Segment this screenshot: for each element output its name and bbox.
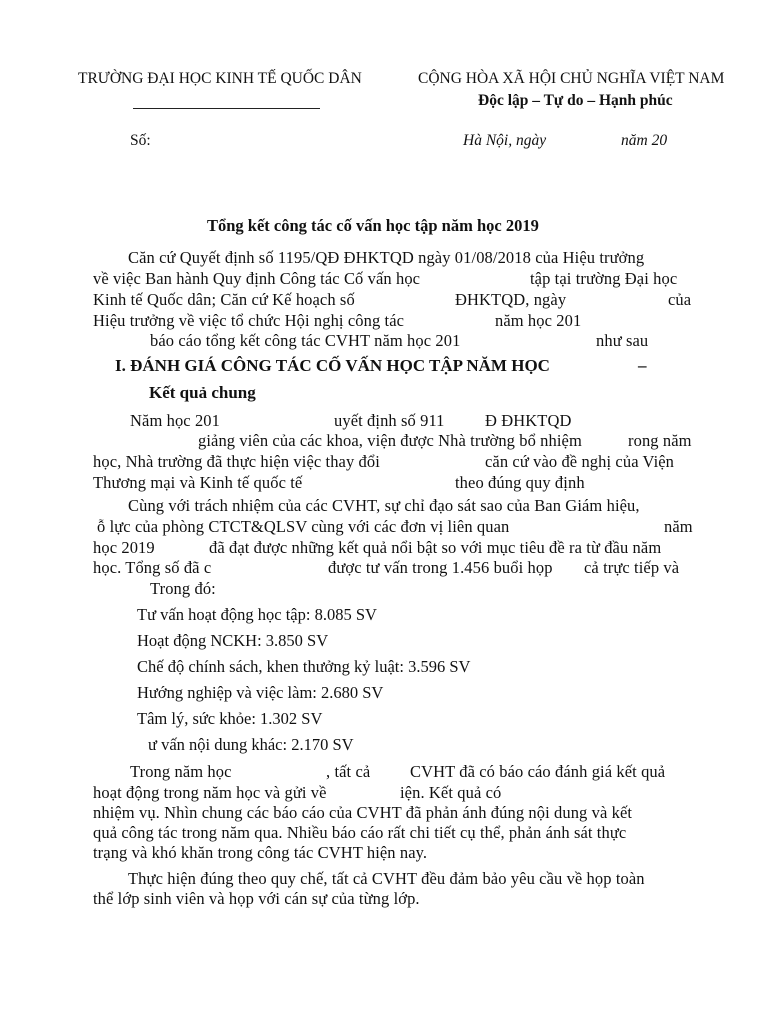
para3-line-4a: học. Tổng số đã c xyxy=(93,558,212,577)
list-item: Tư vấn hoạt động học tập: 8.085 SV xyxy=(137,605,377,624)
intro-line-2a: về việc Ban hành Quy định Công tác Cố vấn học xyxy=(93,269,421,288)
para5-line-2: thể lớp sinh viên và họp với cán sự của từng lớp. xyxy=(93,889,420,908)
para3-line-3b: đã đạt được những kết quả nổi bật so với mục tiêu đề ra từ đầu năm xyxy=(209,538,662,557)
para2-line-4a: Thương mại và Kinh tế quốc tế xyxy=(93,473,303,492)
para4-line-1c: CVHT đã có báo cáo đánh giá kết quả xyxy=(410,762,666,781)
para2-line-3b: căn cứ vào đề nghị của Viện xyxy=(485,452,675,471)
para2-line-1c: Đ ĐHKTQD xyxy=(485,411,572,430)
para4-line-2a: hoạt động trong năm học và gửi về xyxy=(93,783,327,802)
para2-line-2b: rong năm xyxy=(628,431,692,450)
list-item: Hoạt động NCKH: 3.850 SV xyxy=(137,631,329,650)
para3-line-2b: năm xyxy=(664,517,693,536)
intro-line-1: Căn cứ Quyết định số 1195/QĐ ĐHKTQD ngày 01/08/2018 của Hiệu trưởng xyxy=(128,248,645,267)
para4-line-3: nhiệm vụ. Nhìn chung các báo cáo của CVHT đã phản ánh đúng nội dung và kết xyxy=(93,803,633,822)
header-underline xyxy=(133,108,320,109)
intro-line-5b: như sau xyxy=(596,331,649,350)
motto: Độc lập – Tự do – Hạnh phúc xyxy=(478,92,673,109)
university-name: TRƯỜNG ĐẠI HỌC KINH TẾ QUỐC DÂN xyxy=(78,70,362,87)
list-item: Chế độ chính sách, khen thưởng kỷ luật: 3.596 SV xyxy=(137,657,471,676)
para3-line-3a: học 2019 xyxy=(93,538,155,557)
para4-line-2b: iện. Kết quả có xyxy=(400,783,502,802)
intro-line-5a: báo cáo tổng kết công tác CVHT năm học 201 xyxy=(150,331,461,350)
para4-line-5: trạng và khó khăn trong công tác CVHT hiện nay. xyxy=(93,843,428,862)
list-item: Hướng nghiệp và việc làm: 2.680 SV xyxy=(137,683,384,702)
intro-line-3a: Kinh tế Quốc dân; Căn cứ Kế hoạch số xyxy=(93,290,355,309)
para2-line-1a: Năm học 201 xyxy=(130,411,220,430)
section-heading-dash: – xyxy=(638,356,647,375)
intro-line-4a: Hiệu trưởng về việc tổ chức Hội nghị công tác xyxy=(93,311,405,330)
intro-line-3b: ĐHKTQD, ngày xyxy=(455,290,567,309)
list-item: ư vấn nội dung khác: 2.170 SV xyxy=(148,735,354,754)
year-label: năm 20 xyxy=(621,132,668,149)
para2-line-4b: theo đúng quy định xyxy=(455,473,585,492)
place-date: Hà Nội, ngày xyxy=(463,132,547,149)
para4-line-1a: Trong năm học xyxy=(130,762,232,781)
para3-line-1: Cùng với trách nhiệm của các CVHT, sự chỉ đạo sát sao của Ban Giám hiệu, xyxy=(128,496,640,515)
list-item: Tâm lý, sức khỏe: 1.302 SV xyxy=(137,709,323,728)
section-subheading: Kết quả chung xyxy=(149,383,256,402)
para2-line-3a: học, Nhà trường đã thực hiện việc thay đổi xyxy=(93,452,380,471)
para2-line-2a: giảng viên của các khoa, viện được Nhà trường bổ nhiệm xyxy=(198,431,582,450)
republic-name: CỘNG HÒA XÃ HỘI CHỦ NGHĨA VIỆT NAM xyxy=(418,70,725,87)
para3-line-4b: được tư vấn trong 1.456 buổi họp xyxy=(328,558,553,577)
para3-line-5: Trong đó: xyxy=(150,579,216,598)
document-number-label: Số: xyxy=(130,132,151,149)
section-heading: I. ĐÁNH GIÁ CÔNG TÁC CỐ VẤN HỌC TẬP NĂM HỌC xyxy=(115,356,550,375)
para4-line-4: quả công tác trong năm qua. Nhiều báo cáo rất chi tiết cụ thể, phản ánh sát thực xyxy=(93,823,627,842)
intro-line-3c: của xyxy=(668,290,692,309)
para3-line-4c: cả trực tiếp và xyxy=(584,558,680,577)
para3-line-2a: ỗ lực của phòng CTCT&QLSV cùng với các đơn vị liên quan xyxy=(97,517,510,536)
intro-line-4b: năm học 201 xyxy=(495,311,582,330)
para2-line-1b: uyết định số 911 xyxy=(334,411,445,430)
para4-line-1b: , tất cả xyxy=(326,762,371,781)
para5-line-1: Thực hiện đúng theo quy chế, tất cả CVHT đều đảm bảo yêu cầu về họp toàn xyxy=(128,869,645,888)
intro-line-2b: tập tại trường Đại học xyxy=(530,269,678,288)
document-title: Tổng kết công tác cố vấn học tập năm học 2019 xyxy=(207,216,539,235)
